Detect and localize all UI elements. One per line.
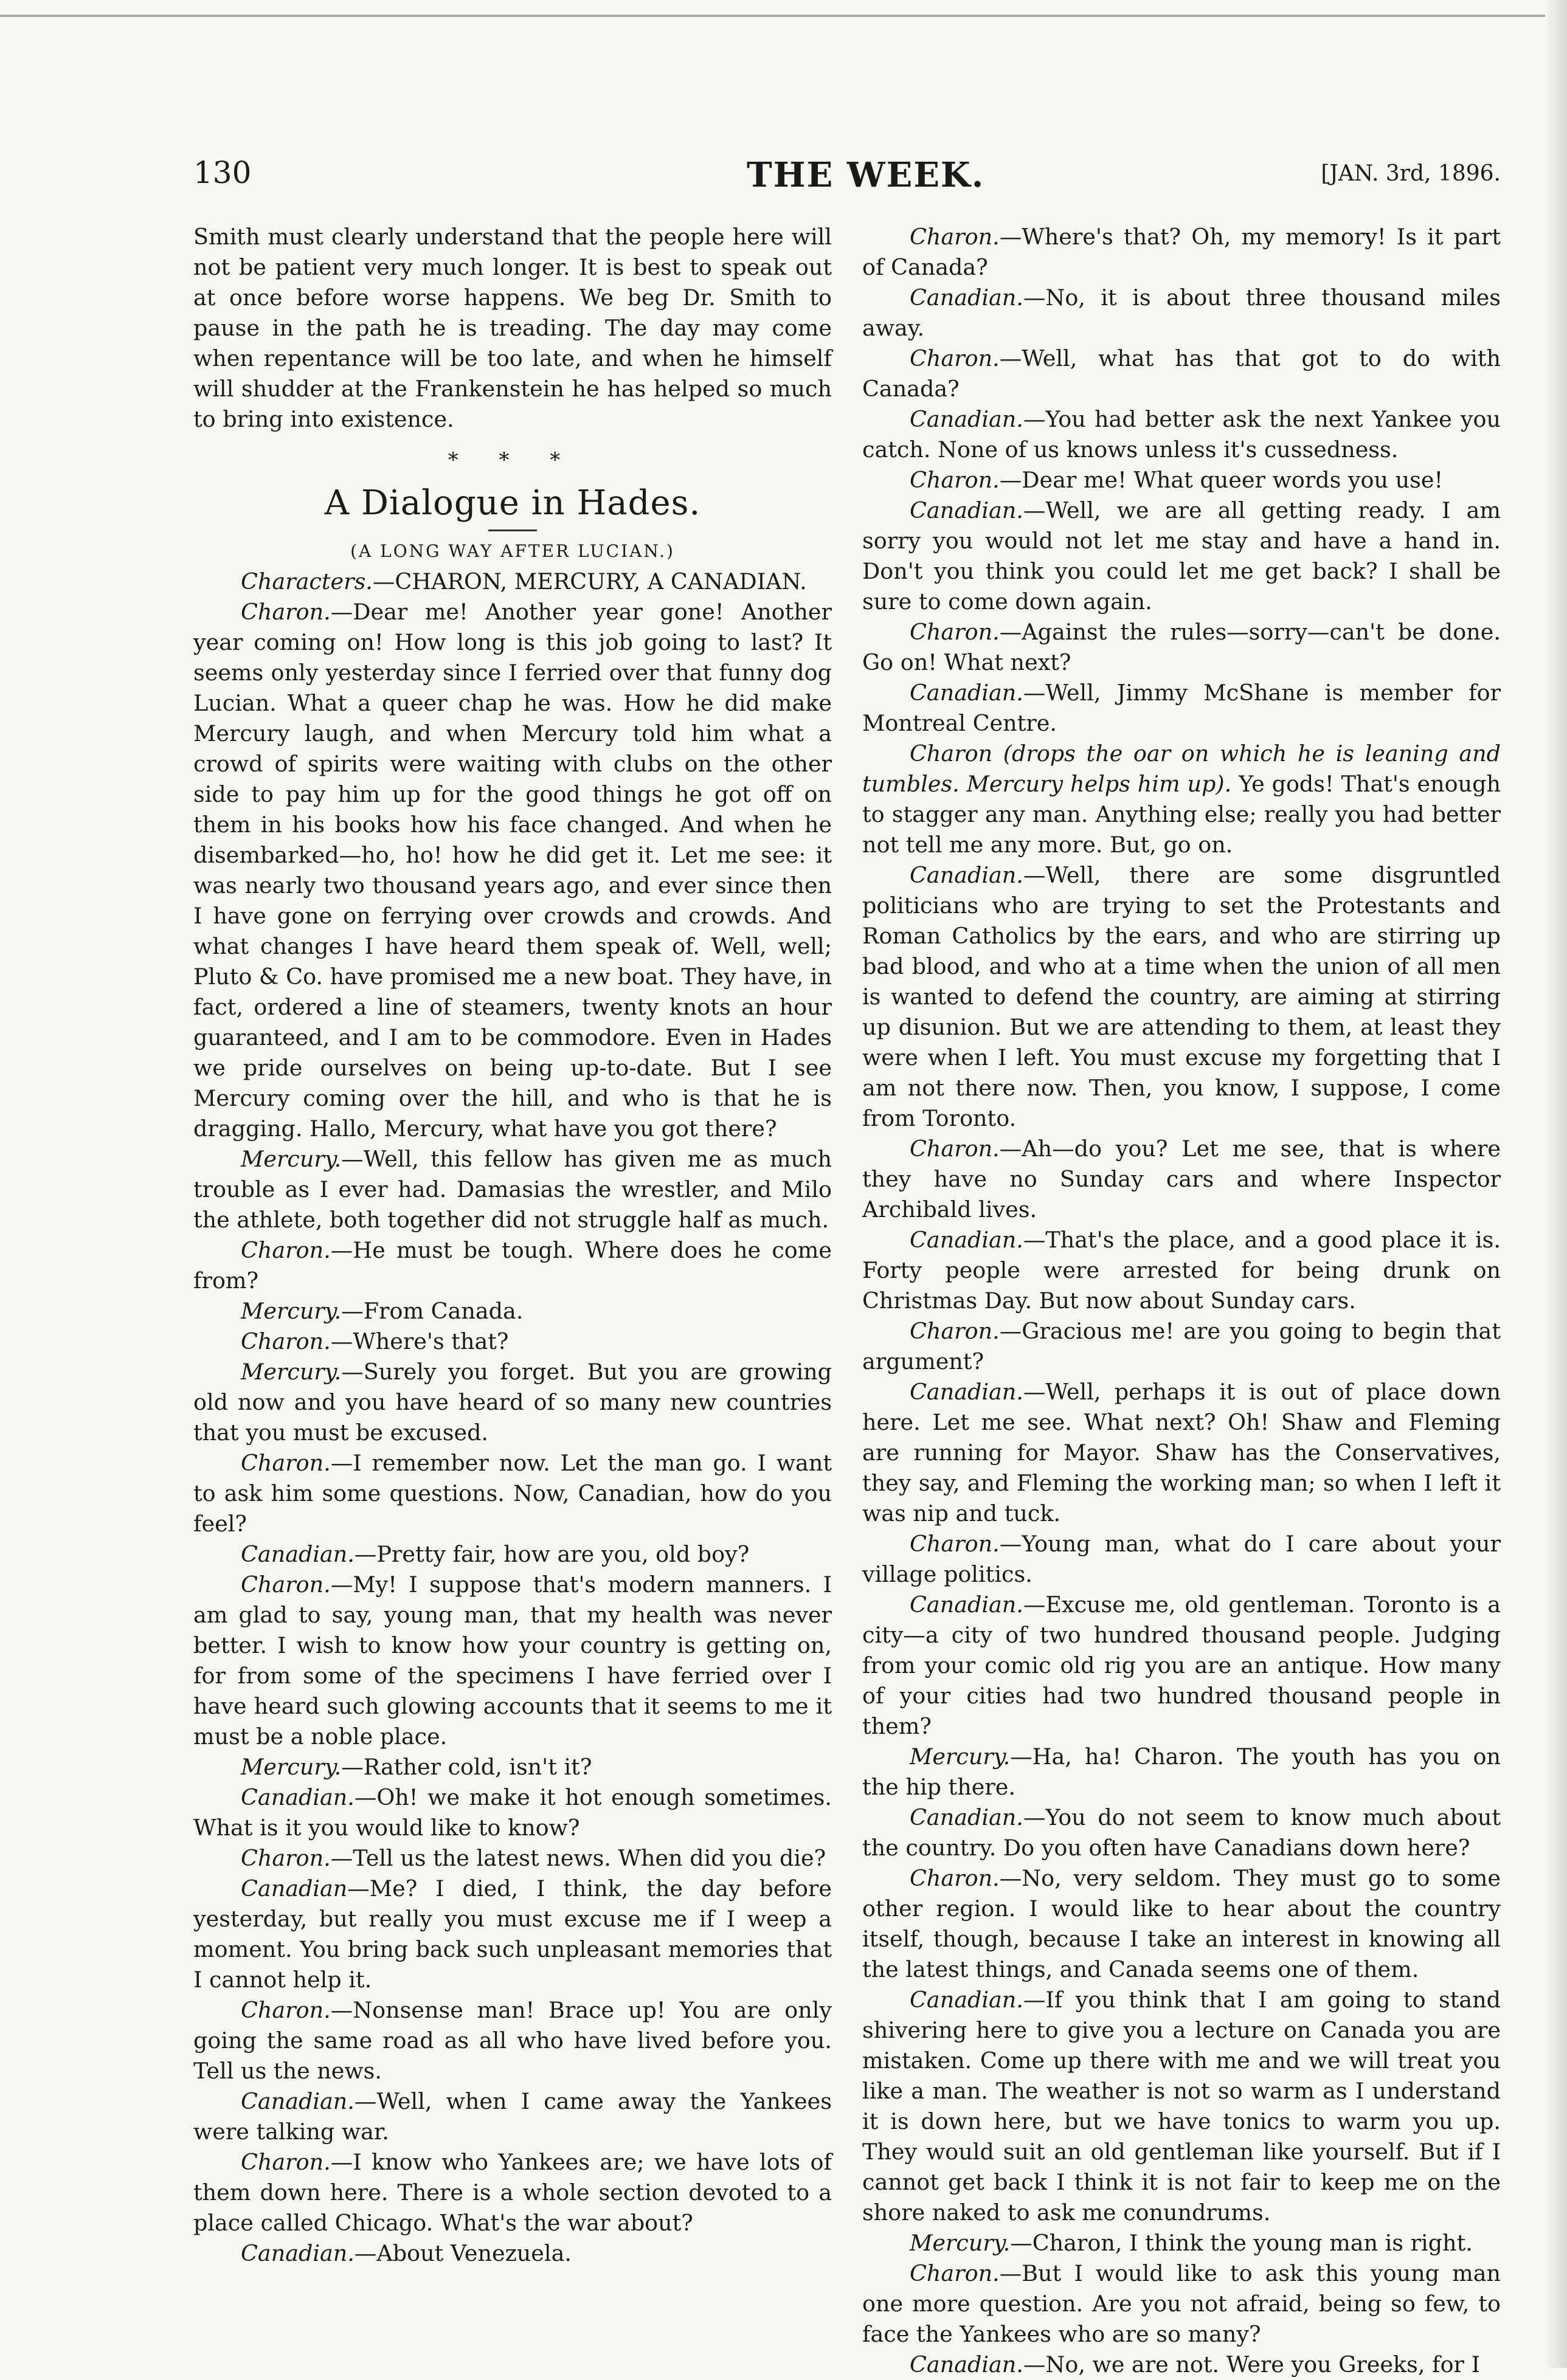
characters-list: —CHARON, MERCURY, A CANADIAN. [372,568,807,595]
dialogue-line [862,1863,1501,1985]
speaker-name: Canadian. [241,1541,355,1567]
speech-text: —Nonsense man! Brace up! You are only going the same road as all who have lived before you. Tell us the news. [193,1997,832,2084]
speech-text: —Dear me! Another year gone! Another year coming on! How long is this job going to last? It seems only yesterday since I ferried over that funny dog Lucian. What a queer chap he was. How he did make Mercury laugh, and when Mercury told him what a crowd of spirits were waiting with clubs on the other side to pay him up for the good things he got off on them in his books how his face changed. And when he disembarked—ho, ho! how he did get it. Let me see: it was nearly two thousand years ago, and ever since then I have gone on ferrying over crowds and crowds. And what changes I have heard them speak of. Well, well; Pluto & Co. have promised me a new boat. They have, in fact, ordered a line of steamers, twenty knots an hour guaranteed, and I am to be commodore. Even in Hades we pride ourselves on being up-to-date. But I see Mercury coming over the hill, and who is that he is dragging. Hallo, Mercury, what have you got there? [193,599,832,1142]
speaker-name: Charon. [910,1136,1000,1162]
left-column [193,222,832,2269]
dialogue-line [862,283,1501,343]
speaker-name: Canadian. [910,285,1023,311]
speech-text: —Gracious me! are you going to begin that argument? [862,1318,1501,1375]
speech-text: —Well, perhaps it is out of place down here. Let me see. What next? Oh! Shaw and Fleming are running for Mayor. Shaw has the Conservatives, they say, and Fleming the working man; so when I left it was nip and tuck. [862,1379,1501,1526]
speech-text: Ye gods! That's enough to stagger any man. Anything else; really you had better not tell me any more. But, go on. [862,771,1501,858]
speech-text: —Ha, ha! Charon. The youth has you on the hip there. [862,1744,1501,1800]
speech-text: —No, very seldom. They must go to some other region. I would like to hear about the country itself, though, because I take an interest in knowing all the latest things, and Canada seems one of them. [862,1865,1501,1982]
speaker-name: Mercury. [910,1744,1011,1770]
section-stars: * * * [448,448,578,472]
speech-text: —Rather cold, isn't it? [341,1754,592,1780]
dialogue-line [193,597,832,1144]
speech-text: —No, we are not. Were you Greeks, for I [1023,2351,1481,2378]
dialogue-line [193,1995,832,2086]
speech-text: —Ah—do you? Let me see, that is where they have no Sunday cars and where Inspector Archibald lives. [862,1136,1501,1223]
speaker-name: Canadian. [910,497,1023,523]
speaker-name: Canadian. [241,1784,355,1810]
speaker-name: Charon. [241,1237,331,1263]
speaker-name: Charon. [910,1318,1000,1344]
speaker-name: Charon. [910,1531,1000,1557]
dialogue-line [193,1874,832,1995]
speech-text: —Well, Jimmy McShane is member for Montreal Centre. [862,680,1501,736]
dialogue-line [193,2238,832,2269]
dialogue-line [862,222,1501,283]
speaker-name: Mercury. [241,1754,342,1780]
right-column [862,222,1501,2380]
dialogue-line [862,739,1501,860]
page-number: 130 [193,155,252,190]
speaker-name: Canadian. [910,862,1023,888]
speaker-name: Canadian. [241,2240,355,2266]
dialogue-line [862,465,1501,495]
speech-text: —Well, when I came away the Yankees were talking war. [193,2088,832,2145]
dialogue-line [193,1296,832,1326]
speech-text: —No, it is about three thousand miles away. [862,285,1501,341]
speech-text: —Against the rules—sorry—can't be done. Go on! What next? [862,619,1501,675]
page-edge-shadow [1545,0,1567,2368]
dialogue-line [193,1570,832,1752]
speaker-name: Canadian. [241,2088,355,2114]
stage-direction: (drops the oar on which he is leaning and tumbles. Mercury helps him up). [862,740,1501,797]
speech-text: —Well, there are some disgruntled politicians who are trying to set the Protestants and Roman Catholics by the ears, and who are stirring up bad blood, and who at a time when the union of all men is wanted to defend the country, are aiming at stirring up disunion. But we are attending to them, at least they were when I left. You must excuse my forgetting that I am not there now. Then, you know, I suppose, I come from Toronto. [862,862,1501,1131]
speaker-name: Charon. [241,1845,331,1871]
speech-text: —Dear me! What queer words you use! [999,467,1444,493]
speech-text: —If you think that I am going to stand shivering here to give you a lecture on Canada you are mistaken. Come up there with me and we will treat you like a man. The weather is not so warm as I understand it is down here, but we have tonics to warm you up. They would suit an old gentleman like yourself. But if I cannot get back I think it is not fair to keep me on the shore naked to ask me conundrums. [862,1987,1501,2226]
dialogue-line [862,343,1501,404]
speaker-name: Charon. [910,1865,1000,1891]
dialogue-line [862,2258,1501,2350]
dialogue-line [862,495,1501,617]
speech-text: —I remember now. Let the man go. I want to ask him some questions. Now, Canadian, how do you feel? [193,1450,832,1537]
page-header [193,155,1501,204]
speech-text: —Where's that? [330,1328,509,1354]
speech-text: —Surely you forget. But you are growing old now and you have heard of so many new countries that you must be excused. [193,1359,832,1446]
dialogue-line [193,1357,832,1448]
dialogue-line [862,678,1501,739]
speech-text: —That's the place, and a good place it is. Forty people were arrested for being drunk on Christmas Day. But now about Sunday cars. [862,1227,1501,1314]
article-title: A Dialogue in Hades. [324,483,701,523]
dialogue-line [193,1843,832,1874]
speech-text: —Where's that? Oh, my memory! Is it part of Canada? [862,224,1501,280]
speech-text: —Me? I died, I think, the day before yesterday, but really you must excuse me if I weep a moment. You bring back such unpleasant memories that I cannot help it. [193,1875,832,1993]
speech-text: —About Venezuela. [354,2240,572,2266]
speech-text: —Charon, I think the young man is right. [1010,2230,1473,2256]
speaker-name: Charon. [910,224,1000,250]
dialogue-line [862,2350,1501,2380]
dialogue-line [862,1590,1501,1742]
title-rule [488,529,537,531]
speech-text: —Young man, what do I care about your village politics. [862,1531,1501,1587]
intro-paragraph: Smith must clearly understand that the people here will not be patient very much longer. It is best to speak out at once before worse happens. We beg Dr. Smith to pause in the path he is treading. The day may come when repentance will be too late, and when he himself will shudder at the Frankenstein he has helped so much to bring into existence. [193,224,832,432]
speaker-name: Charon. [241,599,331,625]
dialogue-line [862,1134,1501,1225]
dialogue-line [193,1448,832,1539]
speaker-name: Canadian. [910,1379,1023,1405]
article-subtitle: (A LONG WAY AFTER LUCIAN.) [350,541,675,561]
speaker-name: Charon. [241,2149,331,2175]
speaker-name: Canadian. [910,406,1023,432]
speaker-name: Canadian [241,1875,348,1902]
speaker-name: Charon. [910,345,1000,371]
speaker-name: Mercury. [241,1146,342,1172]
dialogue-line [862,617,1501,678]
speech-text: —Excuse me, old gentleman. Toronto is a city—a city of two hundred thousand people. Judging from your comic old rig you are an antique. How many of your cities had two hundred thousand people in them? [862,1592,1501,1739]
top-edge-rule [0,5,1567,17]
speaker-name: Charon. [241,1997,331,2023]
dialogue-line [193,1752,832,1782]
characters-label: Characters. [241,568,373,595]
issue-date: [JAN. 3rd, 1896. [1321,161,1501,186]
dialogue-line [193,1144,832,1235]
dialogue-line [862,1377,1501,1529]
speaker-name: Charon [910,740,993,767]
dialogue-line [862,1742,1501,1802]
dialogue-line [193,2086,832,2147]
right-dialogue [862,222,1501,2380]
speech-text: —He must be tough. Where does he come from? [193,1237,832,1294]
speaker-name: Charon. [910,619,1000,645]
speaker-name: Canadian. [910,1987,1023,2013]
left-dialogue [193,597,832,2269]
speech-text: —Pretty fair, how are you, old boy? [354,1541,750,1567]
dialogue-line [193,2147,832,2238]
speech-text: —My! I suppose that's modern manners. I am glad to say, young man, that my health was never better. I wish to know how your country is getting on, for from some of the specimens I have ferried over I have heard such glowing accounts that it seems to me it must be a noble place. [193,1571,832,1750]
speech-text: —I know who Yankees are; we have lots of them down here. There is a whole section devoted to a place called Chicago. What's the war about? [193,2149,832,2236]
speaker-name: Canadian. [910,680,1023,706]
dialogue-line [193,1326,832,1357]
speech-text: —From Canada. [341,1298,524,1324]
speech-text: —Well, this fellow has given me as much trouble as I ever had. Damasias the wrestler, and Milo the athlete, both together did not struggle half as much. [193,1146,832,1233]
dialogue-line [862,1985,1501,2228]
dialogue-line [193,1782,832,1843]
dialogue-line [193,1235,832,1296]
dialogue-line [862,1316,1501,1377]
speech-text: —You had better ask the next Yankee you catch. None of us knows unless it's cussedness. [862,406,1501,463]
speaker-name: Charon. [241,1450,331,1476]
dialogue-line [193,1539,832,1570]
speaker-name: Charon. [910,2260,1000,2286]
dialogue-line [862,2228,1501,2258]
speaker-name: Canadian. [910,1592,1023,1618]
speaker-name: Charon. [241,1328,331,1354]
dialogue-line [862,1802,1501,1863]
speech-text: —You do not seem to know much about the country. Do you often have Canadians down here? [862,1804,1501,1861]
speaker-name: Charon. [241,1571,331,1598]
masthead: THE WEEK. [747,155,985,195]
speech-text: —Well, we are all getting ready. I am sorry you would not let me stay and have a hand in. Don't you think you could let me get back? I shall be sure to come down again. [862,497,1501,615]
speaker-name: Canadian. [910,2351,1023,2378]
dialogue-line [862,860,1501,1134]
speech-text: —Tell us the latest news. When did you die? [330,1845,826,1871]
speaker-name: Canadian. [910,1804,1023,1830]
dialogue-line [862,1529,1501,1590]
speech-text: —Well, what has that got to do with Canada? [862,345,1501,402]
dialogue-line [862,1225,1501,1316]
dialogue-line [862,404,1501,465]
speaker-name: Canadian. [910,1227,1023,1253]
speech-text: —Oh! we make it hot enough sometimes. What is it you would like to know? [193,1784,832,1841]
speaker-name: Mercury. [241,1298,342,1324]
speaker-name: Mercury. [910,2230,1011,2256]
speaker-name: Mercury. [241,1359,342,1385]
characters-line [193,567,832,597]
speaker-name: Charon. [910,467,1000,493]
speech-text: —But I would like to ask this young man one more question. Are you not afraid, being so few, to face the Yankees who are so many? [862,2260,1501,2347]
